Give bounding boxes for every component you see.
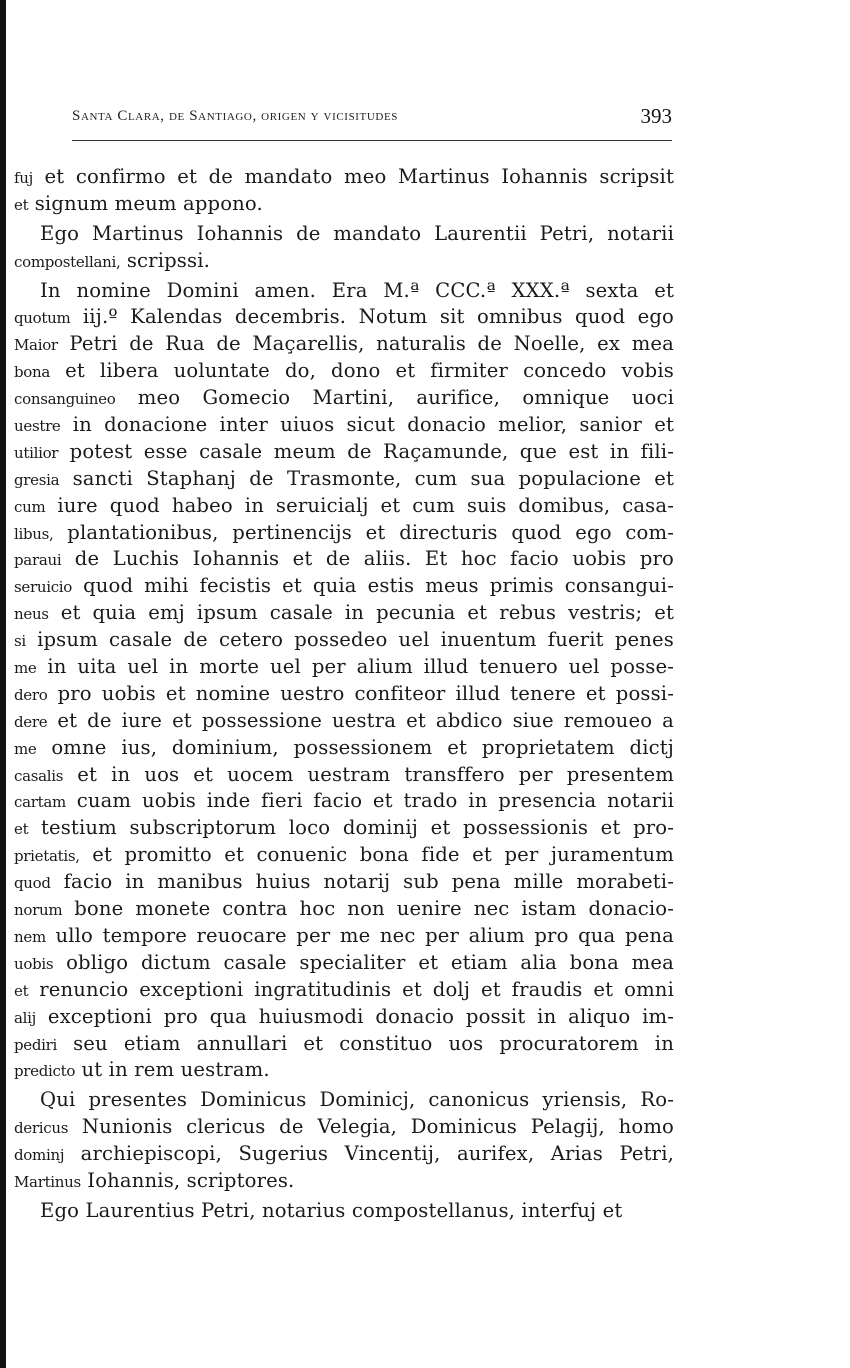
line-text: Ego Laurentius Petri, notarius compostellanus, interfuj et: [40, 1198, 623, 1222]
line-text: quod mihi fecistis et quia estis meus primis consangui-: [72, 574, 674, 598]
line-text: sancti Staphanj de Trasmonte, cum sua populacione et: [59, 466, 674, 490]
text-line: [14, 627, 674, 654]
line-text: ipsum casale de cetero possedeo uel inuentum fuerit penes: [25, 628, 674, 652]
line-margin-fragment: pediri: [14, 1035, 58, 1054]
line-text: seu etiam annullari et constituo uos procuratorem in: [57, 1031, 674, 1055]
line-text: et de iure et possessione uestra et abdico siue remoueo a: [47, 708, 674, 732]
page-number: 393: [640, 104, 672, 128]
text-line: [14, 600, 674, 627]
line-text: ut in rem uestram.: [75, 1058, 270, 1082]
text-line: [14, 681, 674, 708]
line-text: facio in manibus huius notarij sub pena mille morabeti-: [50, 870, 674, 894]
text-line: [14, 412, 674, 439]
line-margin-fragment: dericus: [14, 1119, 69, 1138]
line-margin-fragment: prietatis,: [14, 847, 80, 866]
line-text: plantationibus, pertinencijs et directuris quod ego com-: [53, 520, 674, 544]
text-line: [14, 1031, 674, 1058]
text-line: [14, 439, 674, 466]
line-margin-fragment: bona: [14, 363, 51, 382]
line-margin-fragment: predicto: [14, 1062, 76, 1081]
text-line: [14, 869, 674, 896]
line-margin-fragment: et: [14, 981, 29, 1000]
text-line: [14, 221, 674, 248]
line-margin-fragment: dominj: [14, 1146, 65, 1165]
line-margin-fragment: nem: [14, 927, 46, 946]
line-margin-fragment: me: [14, 739, 37, 758]
line-text: in uita uel in morte uel per alium illud tenuero uel posse-: [36, 655, 674, 679]
line-margin-fragment: casalis: [14, 766, 64, 785]
line-text: ullo tempore reuocare per me nec per alium pro qua pena: [45, 923, 674, 947]
line-text: testium subscriptorum loco dominij et possessionis et pro-: [28, 816, 674, 840]
text-line: [14, 1141, 674, 1168]
line-text: omne ius, dominium, possessionem et proprietatem dictj: [36, 735, 674, 759]
running-title: Santa Clara, de Santiago, origen y vicisitudes: [72, 108, 398, 124]
paragraph: [14, 164, 674, 218]
line-text: archiepiscopi, Sugerius Vincentij, aurifex, Arias Petri,: [64, 1142, 674, 1166]
line-text: pro uobis et nomine uestro confiteor illud tenere et possi-: [47, 681, 674, 705]
text-line: [14, 164, 674, 191]
line-margin-fragment: Maior: [14, 336, 58, 355]
paragraph: [14, 1087, 674, 1195]
text-line: [14, 788, 674, 815]
line-text: Ego Martinus Iohannis de mandato Laurentii Petri, notarii: [40, 221, 674, 245]
header-rule: [72, 140, 672, 141]
line-margin-fragment: si: [14, 632, 26, 651]
line-text: de Luchis Iohannis et de aliis. Et hoc facio uobis pro: [61, 547, 674, 571]
line-text: meo Gomecio Martini, aurifice, omnique uoci: [115, 386, 674, 410]
text-line: [14, 708, 674, 735]
line-text: iure quod habeo in seruicialj et cum suis domibus, casa-: [45, 493, 674, 517]
line-margin-fragment: cartam: [14, 793, 66, 812]
paragraph: [14, 1198, 674, 1225]
line-margin-fragment: quod: [14, 874, 51, 893]
line-margin-fragment: norum: [14, 901, 63, 920]
text-line: [14, 466, 674, 493]
line-text: signum meum appono.: [28, 191, 263, 215]
line-margin-fragment: uestre: [14, 417, 61, 436]
text-line: [14, 520, 674, 547]
page-binding-edge: [0, 0, 6, 1368]
text-line: [14, 331, 674, 358]
line-text: et in uos et uocem uestram transffero per presentem: [63, 762, 674, 786]
text-line: [14, 1057, 674, 1084]
line-margin-fragment: quotum: [14, 309, 71, 328]
line-margin-fragment: dero: [14, 685, 48, 704]
line-text: bone monete contra hoc non uenire nec istam donacio-: [62, 897, 674, 921]
line-margin-fragment: et: [14, 820, 29, 839]
line-text: Iohannis, scriptores.: [80, 1168, 295, 1192]
line-margin-fragment: cum: [14, 497, 46, 516]
text-line: [14, 1087, 674, 1114]
text-line: [14, 191, 674, 218]
text-line: [14, 923, 674, 950]
line-text: potest esse casale meum de Raçamunde, que est in fili-: [58, 439, 674, 463]
line-margin-fragment: uobis: [14, 954, 54, 973]
text-line: [14, 1198, 674, 1225]
line-margin-fragment: libus,: [14, 524, 54, 543]
line-text: renuncio exceptioni ingratitudinis et dolj et fraudis et omni: [28, 977, 674, 1001]
line-text: et quia emj ipsum casale in pecunia et rebus vestris; et: [48, 601, 674, 625]
line-margin-fragment: seruicio: [14, 578, 73, 597]
line-margin-fragment: alij: [14, 1008, 36, 1027]
text-line: [14, 977, 674, 1004]
text-line: [14, 762, 674, 789]
line-text: Petri de Rua de Maçarellis, naturalis de Noelle, ex mea: [57, 332, 674, 356]
line-margin-fragment: utilior: [14, 443, 59, 462]
text-line: [14, 654, 674, 681]
text-line: [14, 385, 674, 412]
text-line: [14, 573, 674, 600]
line-margin-fragment: me: [14, 659, 37, 678]
document-body: [14, 164, 674, 1225]
line-margin-fragment: neus: [14, 605, 49, 624]
paragraph: [14, 221, 674, 275]
text-line: [14, 1114, 674, 1141]
text-line: [14, 1004, 674, 1031]
text-line: [14, 278, 674, 305]
line-margin-fragment: gresia: [14, 470, 60, 489]
line-text: et libera uoluntate do, dono et firmiter concedo vobis: [50, 359, 674, 383]
text-line: [14, 248, 674, 275]
text-line: [14, 950, 674, 977]
line-margin-fragment: Martinus: [14, 1172, 81, 1191]
line-text: in donacione inter uiuos sicut donacio melior, sanior et: [60, 413, 674, 437]
text-line: [14, 493, 674, 520]
line-margin-fragment: fuj: [14, 169, 33, 187]
text-line: [14, 735, 674, 762]
text-line: [14, 546, 674, 573]
line-text: iij.º Kalendas decembris. Notum sit omnibus quod ego: [70, 305, 674, 329]
text-line: [14, 1168, 674, 1195]
line-text: Qui presentes Dominicus Dominicj, canonicus yriensis, Ro-: [40, 1088, 674, 1112]
text-line: [14, 358, 674, 385]
line-margin-fragment: compostellani,: [14, 252, 121, 271]
line-text: Nunionis clericus de Velegia, Dominicus Pelagij, homo: [68, 1115, 674, 1139]
line-text: exceptioni pro qua huiusmodi donacio possit in aliquo im-: [36, 1004, 674, 1028]
line-text: In nomine Domini amen. Era M.ª CCC.ª XXX.ª sexta et: [40, 278, 674, 302]
line-text: obligo dictum casale specialiter et etiam alia bona mea: [53, 950, 674, 974]
line-margin-fragment: dere: [14, 712, 48, 731]
paragraph: [14, 278, 674, 1085]
line-text: et promitto et conuenic bona fide et per juramentum: [79, 843, 674, 867]
text-line: [14, 815, 674, 842]
line-margin-fragment: paraui: [14, 551, 62, 570]
line-margin-fragment: et: [14, 195, 29, 214]
line-text: scripssi.: [120, 248, 211, 272]
running-header: [72, 104, 672, 138]
text-line: [14, 896, 674, 923]
text-line: [14, 304, 674, 331]
line-margin-fragment: consanguineo: [14, 390, 116, 409]
line-text: et confirmo et de mandato meo Martinus Iohannis scripsit: [32, 165, 674, 188]
line-text: cuam uobis inde fieri facio et trado in presencia notarii: [65, 789, 674, 813]
text-line: [14, 842, 674, 869]
